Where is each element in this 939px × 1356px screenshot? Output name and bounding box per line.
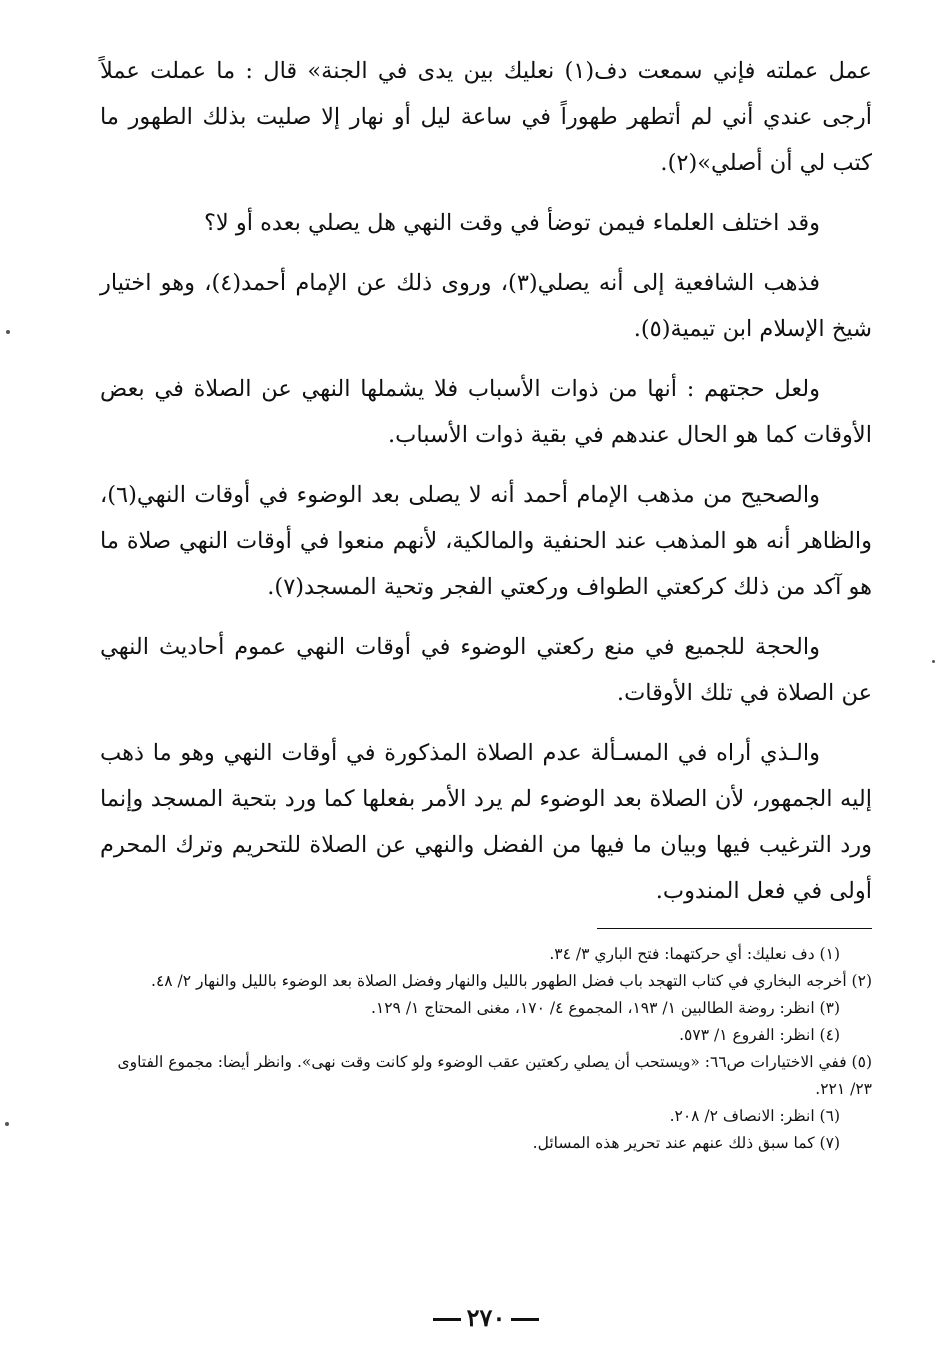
scan-speck <box>5 1122 9 1126</box>
paragraph-4: ولعل حجتهم : أنها من ذوات الأسباب فلا يشملها النهي عن الصلاة في بعض الأوقات كما هو الحال عندهم في بقية ذوات الأسباب. <box>100 376 872 448</box>
footnotes <box>100 941 872 1157</box>
paragraph-7: والـذي أراه في المسـألة عدم الصلاة المذكورة في أوقات النهي وهو ما ذهب إليه الجمهور، لأن الصلاة بعد الوضوء لم يرد الأمر بفعلها كما ورد بتحية المسجد وإنما ورد الترغيب فيها وبيان ما فيها من الفضل والنهي عن الصلاة للتحريم وترك المحرم أولى في فعل المندوب. <box>100 740 872 904</box>
footnote-3: (٣) انظر: روضة الطالبين ١/ ١٩٣، المجموع ٤/ ١٧٠، مغنى المحتاج ١/ ١٢٩. <box>370 999 840 1017</box>
paragraph-1: عمل عملته فإني سمعت دف(١) نعليك بين يدى في الجنة» قال : ما عملت عملاً أرجى عندي أني لم أتطهر طهوراً في ساعة ليل أو نهار إلا صليت بذلك الطهور ما كتب لي أن أصلي»(٢). <box>100 58 872 176</box>
page-number-dash-left <box>511 1318 539 1321</box>
page-number-value: ٢٧٠ <box>466 1303 506 1332</box>
main-text <box>100 48 872 914</box>
paragraph-5: والصحيح من مذهب الإمام أحمد أنه لا يصلى بعد الوضوء في أوقات النهي(٦)، والظاهر أنه هو المذهب عند الحنفية والمالكية، لأنهم منعوا في أوقات النهي صلاة ما هو آكد من ذلك كركعتي الطواف وركعتي الفجر وتحية المسجد(٧). <box>100 482 872 600</box>
scan-speck <box>6 330 10 334</box>
page-number <box>100 1298 872 1338</box>
paragraph-3: فذهب الشافعية إلى أنه يصلي(٣)، وروى ذلك عن الإمام أحمد(٤)، وهو اختيار شيخ الإسلام ابن تيمية(٥). <box>100 270 872 342</box>
footnote-4: (٤) انظر: الفروع ١/ ٥٧٣. <box>679 1026 840 1044</box>
footnote-5: (٥) ففي الاختيارات ص٦٦: «ويستحب أن يصلي ركعتين عقب الوضوء ولو كانت وقت نهى». وانظر أيضا: مجموع الفتاوى ٢٣/ ٢٢١. <box>117 1053 872 1098</box>
scan-speck <box>932 660 935 663</box>
paragraph-2: وقد اختلف العلماء فيمن توضأ في وقت النهي هل يصلي بعده أو لا؟ <box>203 210 820 236</box>
footnote-2: (٢) أخرجه البخاري في كتاب التهجد باب فضل الطهور بالليل والنهار وفضل الصلاة بعد الوضوء بالليل والنهار ٢/ ٤٨. <box>151 972 872 990</box>
footnote-7: (٧) كما سبق ذلك عنهم عند تحرير هذه المسائل. <box>532 1134 840 1152</box>
footnote-separator <box>597 928 872 929</box>
book-page <box>100 48 872 1338</box>
footnote-6: (٦) انظر: الانصاف ٢/ ٢٠٨. <box>669 1107 840 1125</box>
paragraph-6: والحجة للجميع في منع ركعتي الوضوء في أوقات النهي عموم أحاديث النهي عن الصلاة في تلك الأوقات. <box>100 634 872 706</box>
page-number-dash-right <box>433 1318 461 1321</box>
footnote-1: (١) دف نعليك: أي حركتهما: فتح الباري ٣/ ٣٤. <box>549 945 840 963</box>
